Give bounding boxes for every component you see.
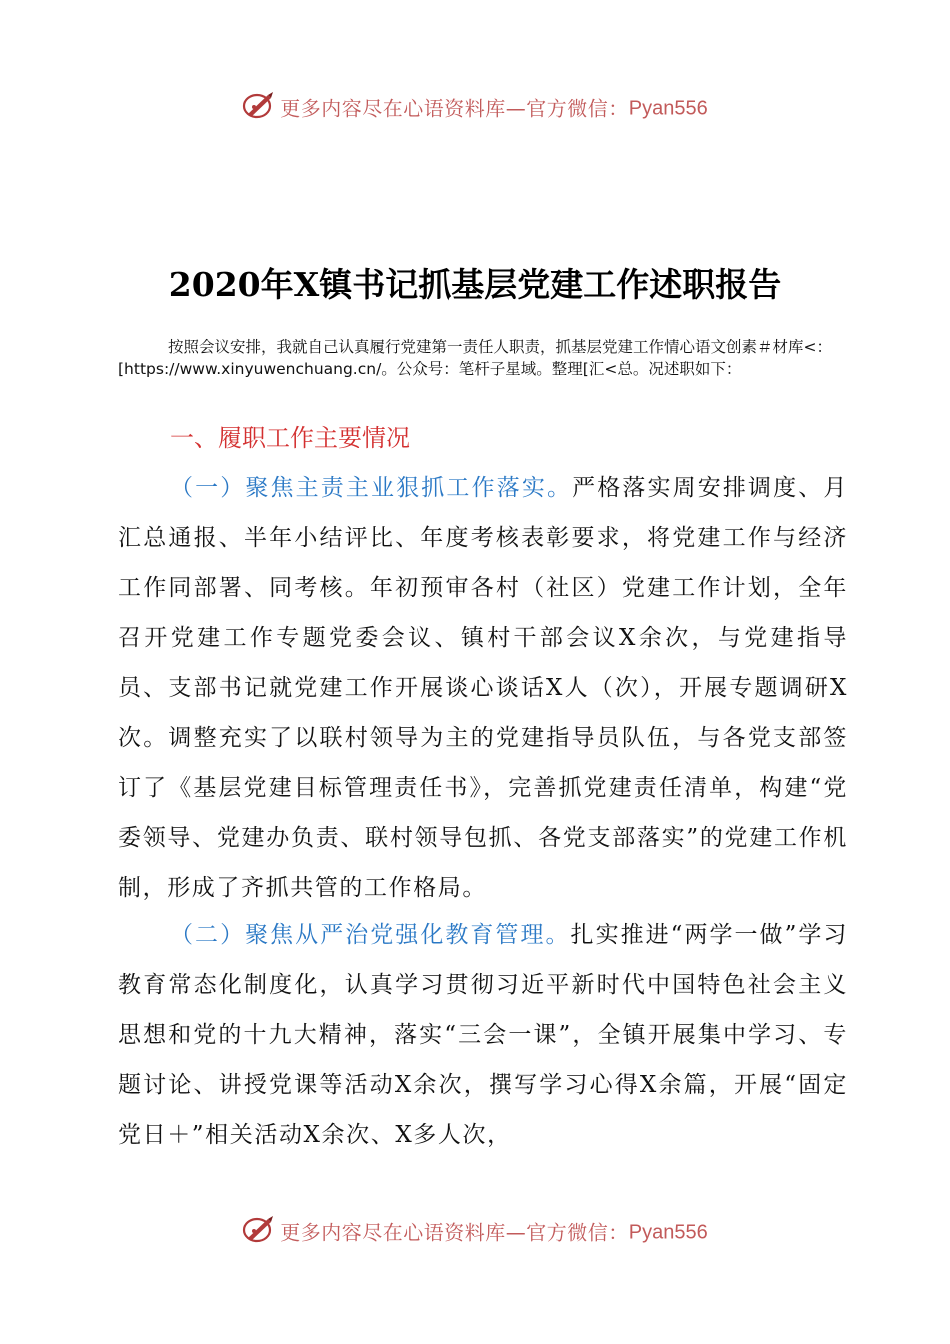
footer-banner — [0, 1214, 950, 1251]
paragraph-2-heading: （二）聚焦从严治党强化教育管理。 — [170, 922, 571, 948]
header-banner-text: 更多内容尽在心语资料库—官方微信： — [280, 96, 629, 121]
paragraph-2 — [118, 910, 848, 1160]
paragraph-2-text: 扎实推进“两学一做”学习教育常态化制度化，认真学习贯彻习近平新时代中国特色社会主义思想和党的十九大精神，落实“三会一课”，全镇开展集中学习、专题讨论、讲授党课等活动X余次，撰写学习心得X余篇，开展“固定党日＋”相关活动X余次、X多人次， — [118, 922, 849, 1148]
pen-logo-icon — [242, 90, 276, 127]
document-title: 2020年X镇书记抓基层党建工作述职报告 — [168, 265, 782, 304]
section-heading-1: 一、履职工作主要情况 — [170, 424, 410, 452]
footer-wechat-id: Pyan556 — [628, 1221, 708, 1244]
header-wechat-id: Pyan556 — [628, 97, 708, 120]
paragraph-1-text: 严格落实周安排调度、月汇总通报、半年小结评比、年度考核表彰要求，将党建工作与经济工作同部署、同考核。年初预审各村（社区）党建工作计划，全年召开党建工作专题党委会议、镇村干部会议X余次，与党建指导员、支部书记就党建工作开展谈心谈话X人（次），开展专题调研X次。调整充实了以联村领导为主的党建指导员队伍，与各党支部签订了《基层党建目标管理责任书》，完善抓党建责任清单，构建“党委领导、党建办负责、联村领导包抓、各党支部落实”的党建工作机制，形成了齐抓共管的工作格局。 — [118, 475, 848, 901]
paragraph-1-heading: （一）聚焦主责主业狠抓工作落实。 — [170, 475, 573, 501]
footer-banner-text: 更多内容尽在心语资料库—官方微信： — [280, 1220, 629, 1245]
paragraph-1 — [118, 463, 848, 913]
pen-logo-icon — [242, 1214, 276, 1251]
intro-paragraph: 按照会议安排，我就自己认真履行党建第一责任人职责，抓基层党建工作情心语文创素＃材库<：[https://www.xinyuwenchuang.cn/。公众号：笔杆子星域。整理[汇<总。况述职如下： — [118, 338, 832, 378]
header-banner — [0, 90, 950, 127]
